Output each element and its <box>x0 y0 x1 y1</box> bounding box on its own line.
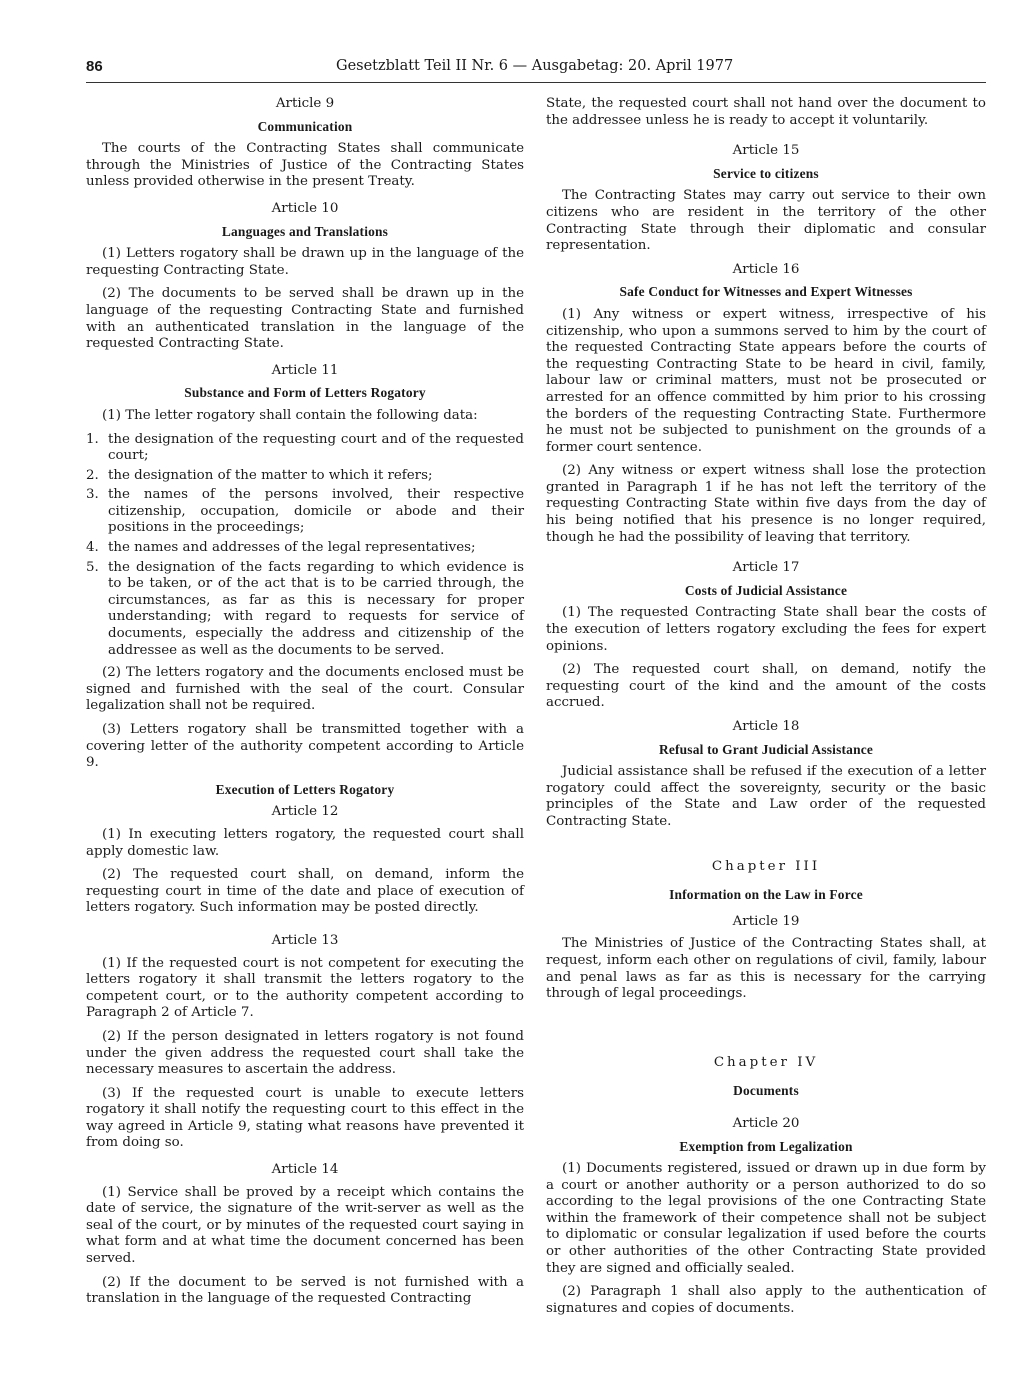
article-16-paragraph-2: (2) Any witness or expert witness shall lose the protection granted in Paragraph 1 if he has not left the territory of the requesting Contracting State within five days from the day of his being notified that his presence is no longer required, though he had the possibility of leaving that territory. <box>546 463 986 545</box>
chapter-4-heading: Documents <box>733 1083 799 1099</box>
article-11-title: Article 11 <box>271 362 339 378</box>
list-item-text: the designation of the requesting court and of the requested court; <box>108 431 524 464</box>
article-13-paragraph-3: (3) If the requested court is unable to execute letters rogatory it shall notify the requesting court to this effect in the way agreed in Article 9, stating what reasons have prevented it from doing so. <box>86 1085 524 1151</box>
page-header <box>86 52 986 83</box>
article-14-title: Article 14 <box>271 1162 339 1178</box>
article-17-paragraph-2: (2) The requested court shall, on demand, notify the requesting court of the kind and the amount of the costs accrued. <box>546 662 986 711</box>
article-18-title: Article 18 <box>732 719 800 734</box>
article-14-paragraph-1: (1) Service shall be proved by a receipt which contains the date of service, the signature of the writ-server as well as the seal of the court, or by minutes of the requested court saying in what form and at what time the document concerned has been served. <box>86 1184 524 1267</box>
article-15-heading: Service to citizens <box>713 165 819 181</box>
article-10-heading: Languages and Translations <box>221 223 389 239</box>
chapter-3-title: Chapter III <box>711 858 821 874</box>
article-17-paragraph-1: (1) The requested Contracting State shall bear the costs of the execution of letters rogatory excluding the fees for expert opinions. <box>546 605 986 654</box>
article-20-paragraph-1: (1) Documents registered, issued or drawn up in due form by a court or another authority or a person authorized to do so according to the legal provisions of the one Contracting State within the framework of their competence shall not be subject to diplomatic or consular legalization if used before the courts or other authorities of the other Contracting State provided they are signed and officially sealed. <box>546 1161 986 1276</box>
article-18-paragraph: Judicial assistance shall be refused if the execution of a letter rogatory could affect the sovereignty, security or the basic principles of the State and Law order of the requested Contracting State. <box>546 764 986 829</box>
list-item-number: 2. <box>86 467 99 483</box>
right-column <box>546 96 986 1324</box>
list-item-text: the designation of the facts regarding to which evidence is to be taken, or of the act that is to be carried through, the circumstances, as far as this is necessary for proper understanding; with regard to requests for service of documents, especially the address and citizenship of the addressee as well as the documents to be served. <box>108 559 524 658</box>
list-item-number: 1. <box>86 431 99 447</box>
article-11-heading: Substance and Form of Letters Rogatory <box>184 385 426 401</box>
article-15-title: Article 15 <box>732 143 800 159</box>
article-13-title: Article 13 <box>271 932 339 948</box>
article-14-paragraph-2: (2) If the document to be served is not furnished with a translation in the language of the requested Contracting <box>86 1274 524 1307</box>
article-12-paragraph-2: (2) The requested court shall, on demand, inform the requesting court in time of the date and place of execution of letters rogatory. Such information may be posted directly. <box>86 867 524 916</box>
article-19-paragraph: The Ministries of Justice of the Contracting States shall, at request, inform each other on regulations of civil, family, labour and penal laws as far as this is necessary for the carrying through of legal proceedings. <box>546 936 986 1002</box>
article-20-paragraph-2: (2) Paragraph 1 shall also apply to the authentication of signatures and copies of documents. <box>546 1284 986 1316</box>
article-10-title: Article 10 <box>271 200 339 216</box>
article-20-title: Article 20 <box>732 1115 800 1131</box>
list-item <box>86 468 524 485</box>
article-10-paragraph-1: (1) Letters rogatory shall be drawn up in the language of the requesting Contracting State. <box>86 246 524 278</box>
article-15-paragraph: The Contracting States may carry out service to their own citizens who are resident in the territory of the other Contracting State through their diplomatic and consular representation. <box>546 188 986 254</box>
article-16-title: Article 16 <box>732 261 800 277</box>
list-item <box>86 540 524 557</box>
chapter-3-heading: Information on the Law in Force <box>669 887 863 903</box>
article-9-paragraph: The courts of the Contracting States shall communicate through the Ministries of Justice of the Contracting States unless provided otherwise in the present Treaty. <box>86 141 524 190</box>
article-11-paragraph-3: (3) Letters rogatory shall be transmitted together with a covering letter of the authority competent according to Article 9. <box>86 722 524 771</box>
article-10-paragraph-2: (2) The documents to be served shall be drawn up in the language of the requesting Contracting State and furnished with an authenticated translation in the language of the requested Contracting State. <box>86 286 524 352</box>
list-item <box>86 432 524 465</box>
article-11-list <box>86 432 524 660</box>
article-9-title: Article 9 <box>275 96 335 111</box>
article-18-heading: Refusal to Grant Judicial Assistance <box>658 741 873 757</box>
article-17-title: Article 17 <box>732 560 800 576</box>
section-heading-execution: Execution of Letters Rogatory <box>215 781 395 797</box>
list-item-text: the designation of the matter to which it refers; <box>108 467 433 483</box>
list-item <box>86 560 524 660</box>
article-12-title: Article 12 <box>271 804 339 820</box>
article-11-paragraph-1: (1) The letter rogatory shall contain the following data: <box>102 407 478 423</box>
article-19-title: Article 19 <box>732 913 800 929</box>
article-12-paragraph-1: (1) In executing letters rogatory, the requested court shall apply domestic law. <box>86 826 524 859</box>
page-number: 86 <box>86 58 103 75</box>
running-head: Gesetzblatt Teil II Nr. 6 — Ausgabetag: 20. April 1977 <box>336 58 734 74</box>
article-9-heading: Communication <box>257 118 353 134</box>
article-11-paragraph-2: (2) The letters rogatory and the documents enclosed must be signed and furnished with the seal of the court. Consular legalization shall not be required. <box>86 665 524 714</box>
article-20-heading: Exemption from Legalization <box>679 1138 853 1154</box>
article-13-paragraph-1: (1) If the requested court is not competent for executing the letters rogatory it shall transmit the letters rogatory to the competent court, or to the authority competent according to Paragraph 2 of Article 7. <box>86 955 524 1021</box>
list-item-number: 5. <box>86 559 99 575</box>
article-13-paragraph-2: (2) If the person designated in letters rogatory is not found under the given address the requested court shall take the necessary measures to ascertain the address. <box>86 1028 524 1078</box>
list-item <box>86 487 524 537</box>
left-column <box>86 96 524 1315</box>
list-item-text: the names of the persons involved, their respective citizenship, occupation, domicile or abode and their positions in the proceedings; <box>108 487 524 536</box>
article-17-heading: Costs of Judicial Assistance <box>684 582 848 598</box>
chapter-4-title: Chapter IV <box>713 1054 819 1070</box>
list-item-number: 3. <box>86 487 99 503</box>
list-item-number: 4. <box>86 540 99 556</box>
article-16-paragraph-1: (1) Any witness or expert witness, irrespective of his citizenship, who upon a summons served to him by the court of the requested Contracting State appears before the courts of the requesting Contracting State to be heard in civil, family, labour law or criminal matters, must not be prosecuted or arrested for an offence committed by him prior to his crossing the borders of the requesting Contracting State. Furthermore he must not be subjected to punishment on the grounds of a former court sentence. <box>546 306 986 455</box>
article-16-heading: Safe Conduct for Witnesses and Expert Witnesses <box>619 284 913 300</box>
continued-paragraph: State, the requested court shall not hand over the document to the addressee unless he is ready to accept it voluntarily. <box>546 96 986 128</box>
list-item-text: the names and addresses of the legal representatives; <box>108 540 476 556</box>
